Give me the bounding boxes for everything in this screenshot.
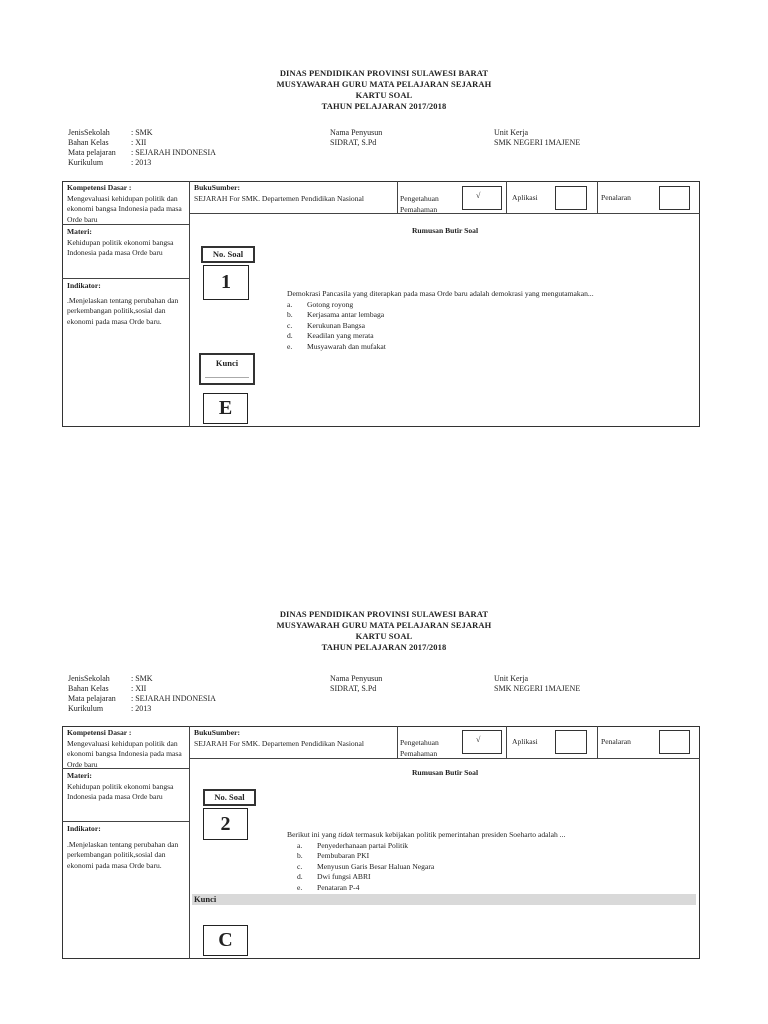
- penyusun-label: Nama Penyusun: [330, 674, 383, 683]
- checkbox-aplikasi[interactable]: [555, 730, 587, 754]
- indikator-text: .Menjelaskan tentang perubahan dan perkembangan politik,sosial dan ekonomi pada masa Orde baru.: [67, 839, 179, 870]
- value-mata-pelajaran: : SEJARAH INDONESIA: [131, 694, 216, 703]
- divider-level-1: [397, 726, 398, 758]
- info-labels: [68, 674, 116, 714]
- label-jenis-sekolah: JenisSekolah: [68, 674, 110, 683]
- checkbox-pengetahuan[interactable]: [462, 730, 502, 754]
- buku-sumber: [194, 728, 392, 749]
- divider-level-2: [506, 726, 507, 758]
- option-c: c. Kerukunan Bangsa: [287, 320, 365, 330]
- option-b: b. Pembubaran PKI: [297, 851, 370, 860]
- kunci-box: C: [203, 925, 248, 956]
- kunci-label: Kunci: [215, 358, 239, 368]
- question-block: [287, 830, 697, 893]
- value-jenis-sekolah: : SMK: [131, 128, 153, 137]
- level-pengetahuan: Pengetahuan Pemahaman: [400, 738, 439, 758]
- penyusun-value: SIDRAT, S.Pd: [330, 684, 377, 693]
- no-soal-label: No. Soal: [214, 792, 245, 802]
- indikator-title: Indikator:: [67, 824, 101, 833]
- buku-text: SEJARAH For SMK. Departemen Pendidikan Nasional: [194, 738, 364, 748]
- info-values: [131, 674, 216, 714]
- option-e: e. Penataran P-4: [297, 882, 360, 892]
- penyusun-label: Nama Penyusun: [330, 128, 383, 137]
- unit-label: Unit Kerja: [494, 128, 528, 137]
- value-kurikulum: : 2013: [131, 158, 152, 167]
- divider-left-2: [62, 821, 189, 822]
- level-penalaran: Penalaran: [601, 193, 631, 202]
- kunci-label: Kunci: [194, 894, 217, 904]
- label-mata-pelajaran: Mata pelajaran: [68, 694, 116, 703]
- level-aplikasi: Aplikasi: [512, 193, 538, 202]
- unit-kerja: [494, 128, 580, 148]
- label-kurikulum: Kurikulum: [68, 158, 104, 167]
- checkbox-pengetahuan[interactable]: [462, 186, 502, 210]
- no-soal-label: No. Soal: [212, 249, 244, 259]
- divider-level-1: [397, 181, 398, 213]
- divider-level-2: [506, 181, 507, 213]
- penyusun-value: SIDRAT, S.Pd: [330, 138, 377, 147]
- materi: [67, 771, 179, 803]
- materi-title: Materi:: [67, 227, 92, 236]
- value-bahan-kelas: : XII: [131, 138, 147, 147]
- option-d: d. Dwi fungsi ABRI: [297, 872, 371, 881]
- value-kurikulum: : 2013: [131, 704, 152, 713]
- header-line-3: KARTU SOAL: [355, 631, 413, 641]
- question-block: [287, 289, 687, 352]
- header-line-2: MUSYAWARAH GURU MATA PELAJARAN SEJARAH: [276, 620, 492, 630]
- option-d: d. Keadilan yang merata: [287, 331, 374, 340]
- header-line-2: MUSYAWARAH GURU MATA PELAJARAN SEJARAH: [276, 79, 492, 89]
- indikator-text: .Menjelaskan tentang perubahan dan perkembangan politik,sosial dan ekonomi pada masa Orde baru.: [67, 295, 179, 326]
- info-labels: [68, 128, 116, 168]
- divider-vertical-main: [189, 726, 190, 959]
- indikator: [67, 281, 185, 327]
- indikator: [67, 824, 187, 871]
- kompetensi-dasar: [67, 183, 185, 225]
- option-b: b. Kerjasama antar lembaga: [287, 310, 385, 319]
- question-text: Berikut ini yang tidak termasuk kebijakan politik pemerintahan presiden Soeharto adalah ...: [287, 830, 566, 839]
- label-jenis-sekolah: JenisSekolah: [68, 128, 110, 137]
- info-values: [131, 128, 216, 168]
- check-mark: √: [476, 191, 481, 200]
- kompetensi-title: Kompetensi Dasar :: [67, 183, 132, 192]
- no-soal-box: 1: [203, 265, 249, 300]
- buku-text: SEJARAH For SMK. Departemen Pendidikan Nasional: [194, 193, 364, 203]
- option-c: c. Menyusun Garis Besar Haluan Negara: [297, 861, 435, 871]
- header-line-3: KARTU SOAL: [355, 90, 413, 100]
- materi-title: Materi:: [67, 771, 92, 780]
- level-penalaran: Penalaran: [601, 737, 631, 746]
- kompetensi-text: Mengevaluasi kehidupan politik dan ekonomi bangsa Indonesia pada masa Orde baru: [67, 738, 182, 769]
- unit-value: SMK NEGERI 1MAJENE: [494, 138, 581, 147]
- divider-vertical-main: [189, 181, 190, 427]
- value-bahan-kelas: : XII: [131, 684, 147, 693]
- kompetensi-title: Kompetensi Dasar :: [67, 728, 132, 737]
- kunci-underline: [205, 377, 249, 378]
- checkbox-aplikasi[interactable]: [555, 186, 587, 210]
- kunci-bar: [192, 894, 696, 905]
- indikator-title: Indikator:: [67, 281, 101, 290]
- header-line-1: DINAS PENDIDIKAN PROVINSI SULAWESI BARAT: [279, 68, 489, 78]
- divider-level-3: [597, 181, 598, 213]
- penyusun: [330, 128, 382, 148]
- check-mark: √: [476, 735, 481, 744]
- value-jenis-sekolah: : SMK: [131, 674, 153, 683]
- kompetensi-dasar: [67, 728, 185, 770]
- no-soal-box: 2: [203, 808, 248, 840]
- buku-title: BukuSumber:: [194, 728, 241, 737]
- checkbox-penalaran[interactable]: [659, 730, 690, 754]
- unit-kerja: [494, 674, 580, 694]
- unit-label: Unit Kerja: [494, 674, 528, 683]
- materi-text: Kehidupan politik ekonomi bangsa Indonesia pada masa Orde baru: [67, 781, 174, 801]
- rumusan-title: Rumusan Butir Soal: [411, 768, 479, 777]
- label-bahan-kelas: Bahan Kelas: [68, 138, 109, 147]
- penyusun: [330, 674, 382, 694]
- header-line-4: TAHUN PELAJARAN 2017/2018: [321, 101, 447, 111]
- option-a: a. Gotong royong: [287, 299, 354, 309]
- materi-text: Kehidupan politik ekonomi bangsa Indonesia pada masa Orde baru: [67, 237, 174, 257]
- option-a: a. Penyederhanaan partai Politik: [297, 840, 409, 850]
- header-line-1: DINAS PENDIDIKAN PROVINSI SULAWESI BARAT: [279, 609, 489, 619]
- level-aplikasi: Aplikasi: [512, 737, 538, 746]
- label-kurikulum: Kurikulum: [68, 704, 104, 713]
- unit-value: SMK NEGERI 1MAJENE: [494, 684, 581, 693]
- value-mata-pelajaran: : SEJARAH INDONESIA: [131, 148, 216, 157]
- divider-left-2: [62, 278, 189, 279]
- rumusan-title: Rumusan Butir Soal: [411, 226, 479, 235]
- level-pengetahuan: Pengetahuan Pemahaman: [400, 194, 439, 214]
- label-bahan-kelas: Bahan Kelas: [68, 684, 109, 693]
- header-line-4: TAHUN PELAJARAN 2017/2018: [321, 642, 447, 652]
- buku-title: BukuSumber:: [194, 183, 241, 192]
- buku-sumber: [194, 183, 392, 204]
- option-e: e. Musyawarah dan mufakat: [287, 341, 386, 351]
- kompetensi-text: Mengevaluasi kehidupan politik dan ekonomi bangsa Indonesia pada masa Orde baru: [67, 193, 182, 224]
- materi: [67, 227, 179, 259]
- checkbox-penalaran[interactable]: [659, 186, 690, 210]
- kunci-box: E: [203, 393, 248, 424]
- divider-level-3: [597, 726, 598, 758]
- question-text: Demokrasi Pancasila yang diterapkan pada masa Orde baru adalah demokrasi yang mengutamakan...: [287, 289, 594, 298]
- label-mata-pelajaran: Mata pelajaran: [68, 148, 116, 157]
